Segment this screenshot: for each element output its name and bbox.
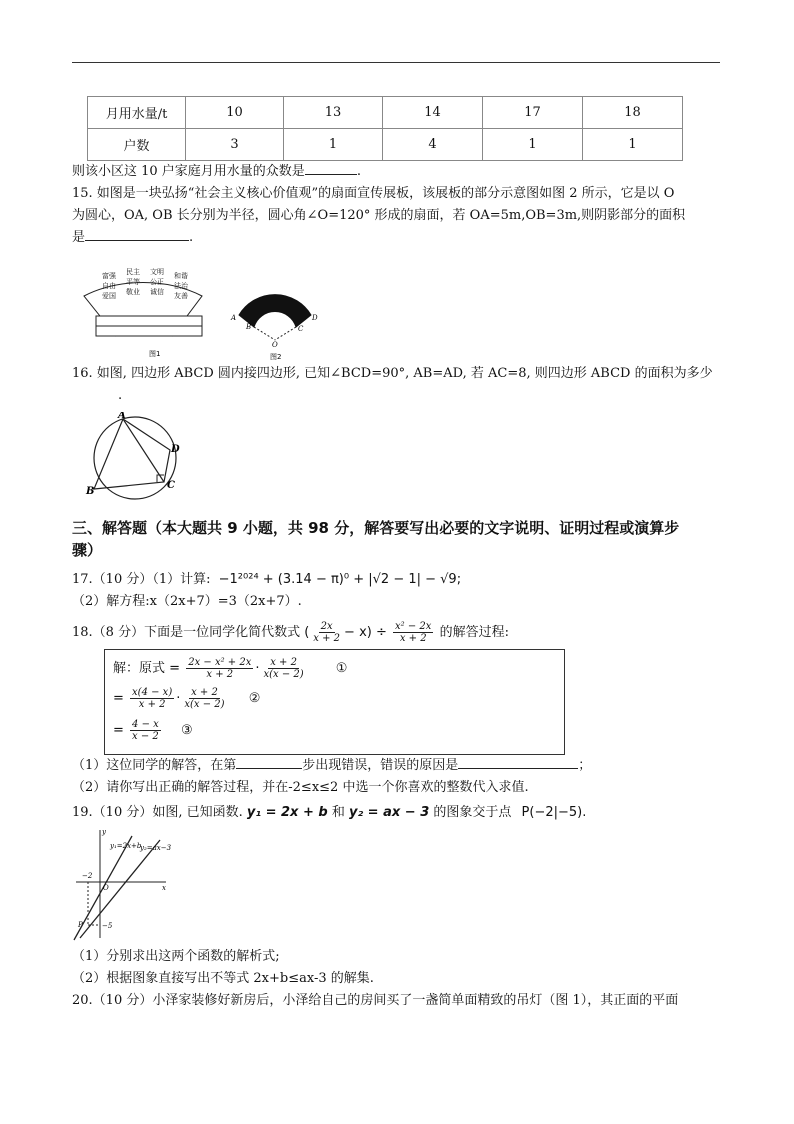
denominator: x(x − 2) (184, 699, 225, 710)
fraction (261, 657, 305, 680)
q17-line2: （2）解方程:x（2x+7）=3（2x+7）. (72, 594, 302, 609)
q18-step-blank[interactable] (236, 768, 302, 769)
fan-text: 诚信 (150, 288, 164, 296)
denominator: x(x − 2) (263, 669, 304, 680)
fraction (130, 687, 174, 710)
fan-stand-top (96, 316, 202, 326)
q18-sub1-text: （1）这位同学的解答，在第 (72, 758, 237, 773)
header-rule (72, 62, 720, 63)
q14-answer-blank[interactable] (305, 174, 357, 175)
table-cell: 1 (284, 129, 383, 161)
point-label: C (298, 325, 304, 333)
table-cell: 13 (284, 97, 383, 129)
axis-label: y (102, 828, 106, 836)
section-3-heading-line1: 三、解答题（本大题共 9 小题，共 98 分，解答要写出必要的文字说明、证明过程或演算步 (72, 519, 680, 537)
step-marker: ② (248, 691, 261, 706)
denominator: x + 2 (313, 633, 341, 644)
fraction (393, 621, 433, 644)
fan-figure-2 (226, 285, 326, 361)
numerator: 4 − x (132, 719, 159, 730)
q19-sub1: （1）分别求出这两个函数的解析式; (72, 949, 280, 964)
table-cell: 1 (583, 129, 683, 161)
point-label: D (171, 444, 180, 455)
q19-y1: y₁ = 2x + b (246, 805, 328, 820)
q17-prefix: 17.（10 分）（1）计算: (72, 572, 211, 587)
equals-sign: = (113, 723, 124, 738)
q16-line1: 16. 如图, 四边形 ABCD 圆内接四边形, 已知∠BCD=90°, AB=AD, 若 AC=8, 则四边形 ABCD 的面积为多少 (72, 366, 713, 381)
q15-line1: 15. 如图是一块弘扬“社会主义核心价值观”的扇面宣传展板，该展板的部分示意图如图 2 所示，它是以 O (72, 186, 675, 201)
step-1-prefix: 解：原式 (113, 661, 166, 676)
q19-point: P(−2|−5). (521, 805, 587, 820)
denominator: x + 2 (206, 669, 234, 680)
water-usage-table (87, 96, 683, 161)
q19-prefix: 19.（10 分）如图, 已知函数. (72, 805, 243, 820)
q18-solution-box (104, 649, 565, 755)
q19-mid: 的图象交于点 (433, 805, 512, 820)
table-cell: 4 (383, 129, 483, 161)
point-label: C (167, 480, 175, 491)
fan-text: 和谐 (174, 272, 188, 280)
point-label: D (312, 314, 318, 322)
tick-label: −2 (82, 872, 93, 880)
q17-line1 (72, 571, 461, 589)
q19-line1 (72, 804, 586, 822)
fan-text: 平等 (126, 278, 140, 286)
table-cell: 户数 (88, 129, 186, 161)
point-label: A (231, 314, 237, 322)
divide-sign: ÷ (375, 625, 387, 640)
point-label: O (272, 341, 278, 349)
radius-line (275, 327, 296, 340)
q18-sub1 (72, 757, 591, 775)
step-marker: ③ (180, 723, 193, 738)
denominator: x + 2 (138, 699, 166, 710)
table-cell: 1 (483, 129, 583, 161)
fan-text: 公正 (150, 278, 164, 286)
fan-text: 爱国 (102, 292, 116, 300)
numerator: 2x − x² + 2x (188, 657, 252, 668)
point-label: A (118, 412, 126, 421)
times-dot: · (176, 691, 181, 706)
q19-sub2: （2）根据图象直接写出不等式 2x+b≤ax-3 的解集. (72, 971, 374, 986)
step-3 (113, 718, 193, 744)
table-cell: 14 (383, 97, 483, 129)
q16-circle-figure (80, 412, 190, 504)
line-label: y₂=ax−3 (140, 844, 172, 852)
q14-text: 则该小区这 10 户家庭月用水量的众数是 (72, 164, 305, 179)
tick-label: −5 (102, 922, 113, 930)
fan-figure-1 (74, 256, 224, 361)
q18-sub2: （2）请你写出正确的解答过程，并在-2≤x≤2 中选一个你喜欢的整数代入求值. (72, 780, 529, 795)
point-label: P (78, 921, 83, 929)
equals-sign: = (113, 691, 124, 706)
q19-and: 和 (331, 805, 345, 820)
fraction (186, 657, 253, 680)
times-dot: · (255, 661, 260, 676)
fan-text: 民主 (126, 268, 140, 276)
fig2-caption: 图2 (270, 353, 282, 361)
fraction (130, 719, 161, 742)
fan-text: 自由 (102, 282, 116, 290)
fan-text: 法治 (174, 282, 188, 290)
axis-label: x (162, 884, 166, 892)
denominator: x − 2 (132, 731, 159, 742)
step-2 (113, 686, 260, 712)
origin-label: O (103, 884, 109, 892)
q15-prefix: 是 (72, 230, 86, 245)
table-cell: 3 (186, 129, 284, 161)
fan-text: 文明 (150, 268, 164, 276)
point-label: B (246, 323, 252, 331)
q18-suffix: 的解答过程: (439, 625, 509, 640)
line-y2 (80, 840, 160, 938)
table-row (88, 97, 683, 129)
q18-prefix: 18.（8 分）下面是一位同学化简代数式 (72, 625, 301, 640)
fan-stand-bottom (96, 326, 202, 336)
numerator: x(4 − x) (132, 687, 173, 698)
fan-text: 友善 (174, 292, 188, 300)
table-cell: 月用水量/t (88, 97, 186, 129)
step-marker: ① (335, 661, 348, 676)
q18-line1 (72, 620, 509, 646)
numerator: x + 2 (270, 657, 297, 668)
q19-y2: y₂ = ax − 3 (348, 805, 430, 820)
fig1-caption: 图1 (149, 350, 161, 358)
numerator: x² − 2x (395, 621, 432, 632)
fraction (311, 621, 342, 644)
numerator: 2x (320, 621, 333, 632)
denominator: x + 2 (399, 633, 427, 644)
point-label: B (86, 486, 95, 497)
q19-graph (70, 826, 180, 944)
q14-end: . (356, 164, 361, 179)
q16-line2: . (118, 388, 123, 403)
radius-line (254, 327, 275, 340)
diagonal-ac (123, 419, 164, 482)
q15-line2: 为圆心，OA, OB 长分别为半径，圆心角∠O=120° 形成的扇面，若 OA=5m,OB=3m,则阴影部分的面积 (72, 208, 686, 223)
q17-expression: −1²⁰²⁴ + (3.14 − π)⁰ + |√2 − 1| − √9; (218, 572, 462, 587)
fraction (182, 687, 226, 710)
q20-line1: 20.（10 分）小泽家装修好新房后，小泽给自己的房间买了一盏简单面精致的吊灯（图 1），其正面的平面 (72, 993, 679, 1008)
fan-text: 富强 (102, 272, 116, 280)
q15-end: . (189, 230, 194, 245)
table-cell: 18 (583, 97, 683, 129)
table-cell: 10 (186, 97, 284, 129)
line-label: y₁=2x+b (110, 842, 142, 850)
q18-sub1-end: ； (578, 758, 592, 773)
section-3-heading-line2: 骤） (72, 541, 103, 559)
equals-sign: = (169, 661, 181, 676)
table-row (88, 129, 683, 161)
q15-line3 (72, 229, 193, 247)
q18-sub1-text2: 步出现错误，错误的原因是 (302, 758, 459, 773)
q18-reason-blank[interactable] (458, 768, 578, 769)
q15-answer-blank[interactable] (85, 240, 189, 241)
fan-text: 敬业 (126, 288, 140, 296)
q14-question-tail (72, 163, 361, 181)
minus-x: − x (344, 625, 367, 640)
numerator: x + 2 (191, 687, 218, 698)
q18-expression: ( $\frac{2x}{x + 2}$ − x) ÷ $\frac{\text{x² − 2x}}{x + 2}$ (304, 621, 432, 644)
step-1 (113, 656, 347, 682)
table-cell: 17 (483, 97, 583, 129)
